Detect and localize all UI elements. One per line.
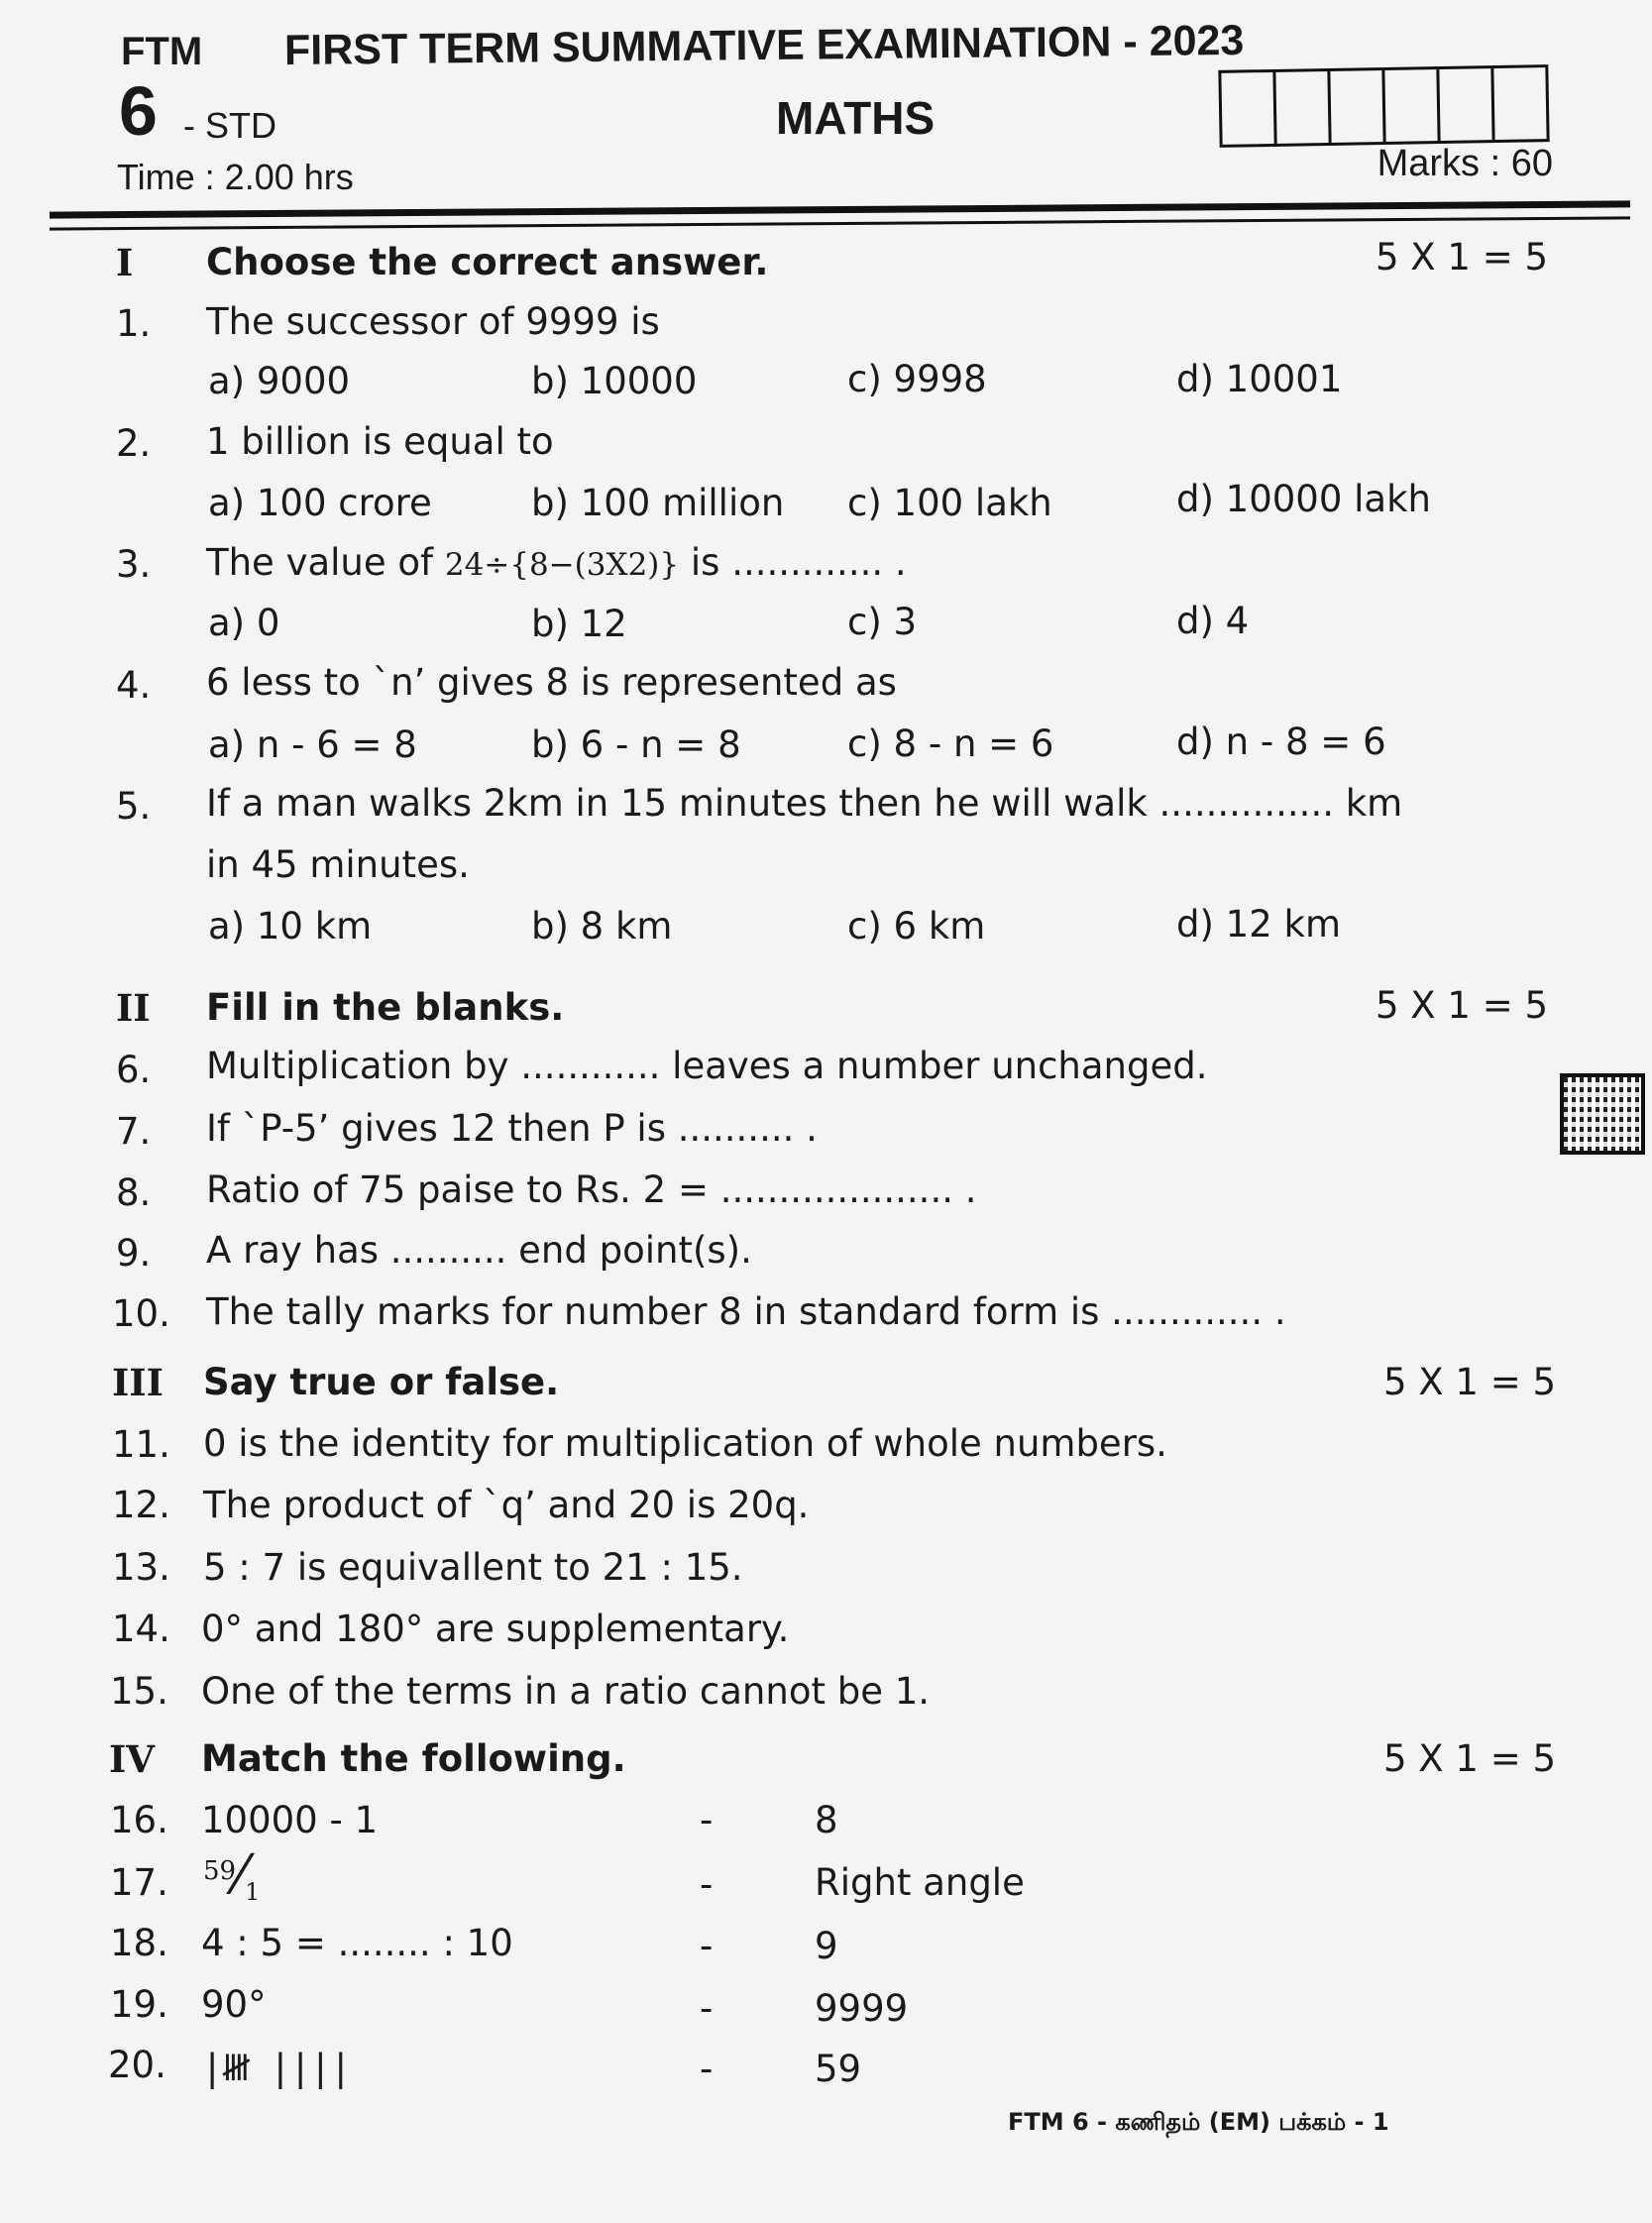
- marks-label: Marks : 60: [1377, 143, 1553, 184]
- fraction-numerator: 59: [203, 1856, 237, 1886]
- question-text: [206, 541, 907, 584]
- tally-marks: |𝍸 ||||: [201, 2047, 350, 2089]
- org-label: FTM: [121, 30, 203, 73]
- option-d: d) n - 8 = 6: [1176, 721, 1386, 763]
- match-dash: -: [700, 1863, 714, 1906]
- option-a: a) 0: [208, 602, 280, 644]
- question-text: The successor of 9999 is: [206, 300, 660, 343]
- option-c: c) 6 km: [847, 905, 986, 947]
- question-text: The tally marks for number 8 in standard form is ............. .: [206, 1290, 1286, 1333]
- match-right: Right angle: [815, 1861, 1025, 1904]
- question-number: 1.: [116, 302, 152, 345]
- question-number: 6.: [116, 1049, 152, 1091]
- option-d: d) 4: [1176, 600, 1250, 642]
- option-a: a) n - 6 = 8: [208, 723, 417, 766]
- section-title: Choose the correct answer.: [206, 241, 769, 283]
- match-right: 9999: [815, 1987, 909, 2030]
- option-b: b) 6 - n = 8: [531, 723, 741, 766]
- math-expression: 24÷{8−(3X2)}: [444, 547, 680, 583]
- match-left: 90°: [201, 1983, 267, 2026]
- match-right: 8: [815, 1799, 838, 1841]
- section-number: II: [116, 986, 151, 1030]
- question-text: 1 billion is equal to: [206, 420, 554, 463]
- question-number: 10.: [112, 1292, 170, 1335]
- question-number: 2.: [116, 422, 152, 465]
- question-number: 19.: [110, 1983, 168, 2026]
- question-text-post: is ............. .: [690, 541, 907, 584]
- option-a: a) 10 km: [208, 905, 373, 947]
- question-text-pre: The value of: [206, 541, 434, 584]
- question-text: Ratio of 75 paise to Rs. 2 = .................... .: [206, 1168, 977, 1211]
- qr-code: [1560, 1073, 1645, 1155]
- time-label: Time : 2.00 hrs: [117, 157, 354, 197]
- question-number: 11.: [112, 1423, 170, 1466]
- question-number: 7.: [116, 1110, 152, 1153]
- section-title: Say true or false.: [203, 1361, 560, 1403]
- question-number: 20.: [108, 2044, 166, 2086]
- question-text: 0 is the identity for multiplication of whole numbers.: [203, 1422, 1167, 1465]
- option-d: d) 12 km: [1176, 903, 1341, 945]
- option-c: c) 100 lakh: [847, 482, 1052, 524]
- section-marks: 5 X 1 = 5: [1382, 1361, 1556, 1403]
- section-title: Fill in the blanks.: [206, 986, 565, 1029]
- section-marks: 5 X 1 = 5: [1382, 1737, 1556, 1780]
- option-d: d) 10000 lakh: [1176, 478, 1431, 520]
- header-divider-thin: [50, 216, 1630, 230]
- header-divider: [50, 200, 1630, 218]
- option-b: b) 10000: [531, 360, 698, 402]
- question-number: 12.: [112, 1484, 170, 1526]
- page-footer: FTM 6 - கணிதம் (EM) பக்கம் - 1: [1008, 2108, 1389, 2136]
- option-b: b) 100 million: [531, 482, 785, 524]
- question-number: 3.: [116, 543, 152, 586]
- question-number: 14.: [112, 1608, 170, 1650]
- question-text: Multiplication by ............ leaves a number unchanged.: [206, 1045, 1208, 1087]
- section-title: Match the following.: [201, 1737, 626, 1780]
- question-text: One of the terms in a ratio cannot be 1.: [201, 1670, 931, 1713]
- option-b: b) 8 km: [531, 905, 673, 947]
- subject-title: MATHS: [776, 92, 936, 144]
- question-number: 9.: [116, 1232, 152, 1275]
- question-text: If a man walks 2km in 15 minutes then he will walk ............... km: [206, 782, 1403, 825]
- question-text: The product of `q’ and 20 is 20q.: [203, 1484, 810, 1526]
- question-number: 15.: [110, 1670, 168, 1713]
- match-dash: -: [700, 1987, 714, 2030]
- question-number: 17.: [110, 1861, 168, 1904]
- question-text: If `P-5’ gives 12 then P is .......... .: [206, 1107, 818, 1150]
- question-text: A ray has .......... end point(s).: [206, 1229, 752, 1272]
- question-text: 0° and 180° are supplementary.: [201, 1608, 790, 1650]
- option-c: c) 3: [847, 601, 918, 643]
- question-number: 13.: [112, 1546, 170, 1589]
- fraction: [203, 1843, 260, 1906]
- section-number: IV: [109, 1737, 156, 1781]
- option-a: a) 9000: [208, 360, 351, 402]
- option-a: a) 100 crore: [208, 482, 432, 524]
- question-text: 6 less to `n’ gives 8 is represented as: [206, 661, 897, 704]
- question-text: 5 : 7 is equivallent to 21 : 15.: [203, 1546, 743, 1589]
- section-number: III: [112, 1361, 164, 1404]
- option-d: d) 10001: [1176, 358, 1343, 400]
- match-dash: -: [700, 2048, 714, 2090]
- question-number: 8.: [116, 1171, 152, 1214]
- fraction-slash: ⁄: [236, 1843, 246, 1906]
- fraction-denominator: 1: [245, 1878, 261, 1907]
- question-number: 16.: [110, 1799, 168, 1841]
- match-left: 4 : 5 = ........ : 10: [201, 1922, 513, 1964]
- question-number: 4.: [116, 664, 152, 707]
- option-c: c) 9998: [847, 358, 987, 400]
- question-number: 18.: [110, 1922, 168, 1964]
- section-number: I: [116, 241, 134, 284]
- roll-number-boxes: [1218, 64, 1549, 148]
- match-right: 9: [815, 1925, 838, 1967]
- section-marks: 5 X 1 = 5: [1375, 236, 1548, 278]
- option-b: b) 12: [531, 603, 627, 645]
- std-label: - STD: [183, 105, 276, 146]
- question-text-continued: in 45 minutes.: [206, 843, 470, 886]
- match-dash: -: [700, 1799, 714, 1841]
- match-right: 59: [815, 2048, 862, 2090]
- match-left: 10000 - 1: [201, 1799, 379, 1841]
- exam-title: FIRST TERM SUMMATIVE EXAMINATION - 2023: [283, 16, 1245, 75]
- section-marks: 5 X 1 = 5: [1375, 984, 1548, 1027]
- std-number: 6: [119, 72, 158, 150]
- match-dash: -: [700, 1925, 714, 1967]
- option-c: c) 8 - n = 6: [847, 722, 1054, 765]
- question-number: 5.: [116, 785, 152, 828]
